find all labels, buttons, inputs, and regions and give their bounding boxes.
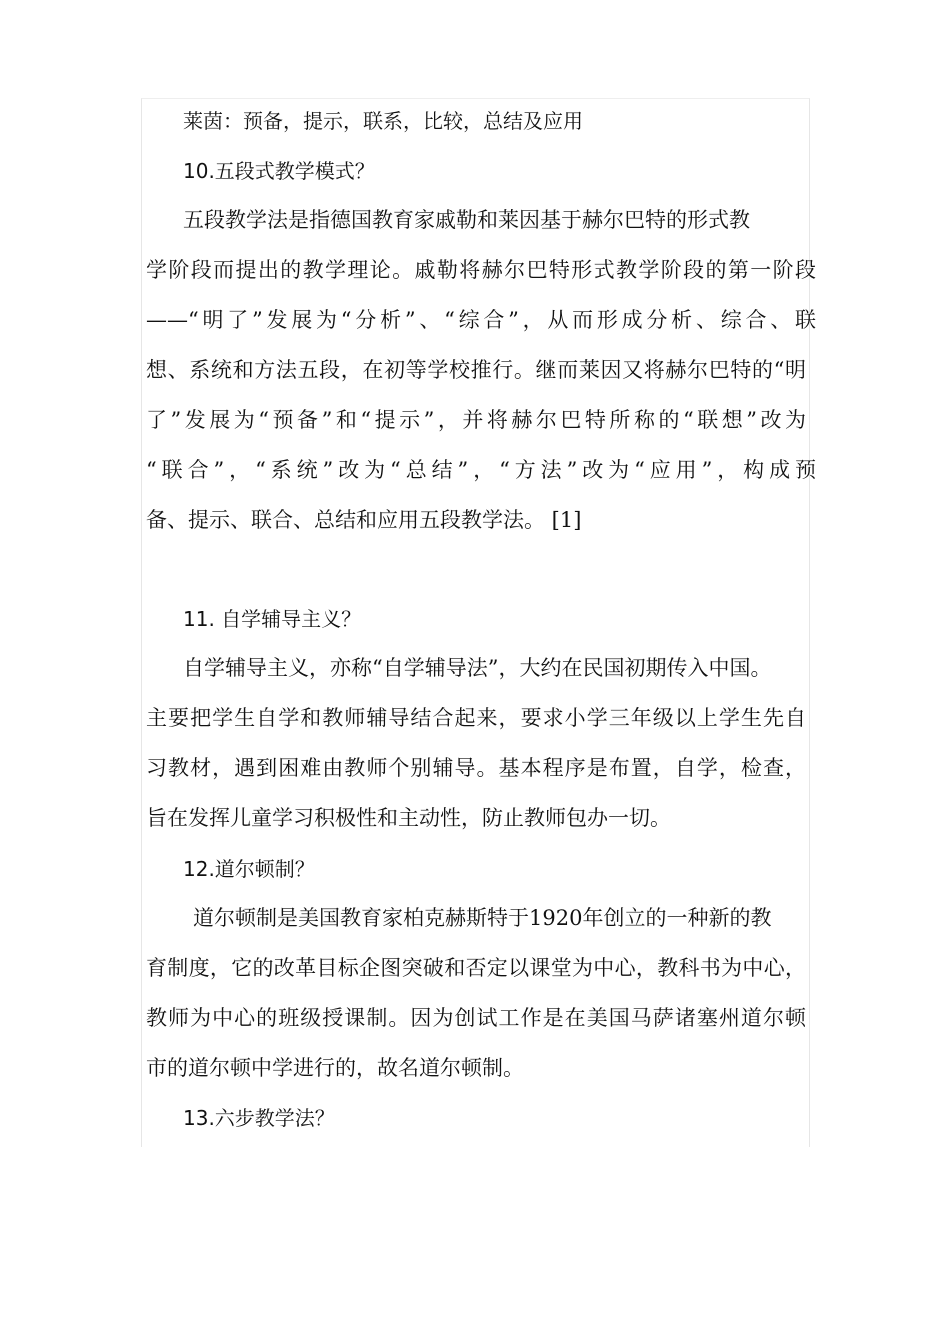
paragraph-line: ——“明了”发展为“分析”、“综合”，从而形成分析、综合、联 <box>146 308 816 332</box>
heading-section-13: 13.六步教学法？ <box>183 1106 335 1130</box>
paragraph-line: 自学辅导主义，亦称“自学辅导法”，大约在民国初期传入中国。 <box>183 656 772 680</box>
paragraph-line: 学阶段而提出的教学理论。戚勒将赫尔巴特形式教学阶段的第一阶段 <box>146 258 816 282</box>
heading-section-10: 10.五段式教学模式？ <box>183 159 375 183</box>
paragraph-line: 市的道尔顿中学进行的，故名道尔顿制。 <box>146 1056 524 1080</box>
paragraph-line: 育制度，它的改革目标企图突破和否定以课堂为中心，教科书为中心， <box>146 956 806 980</box>
paragraph-line: 想、系统和方法五段，在初等学校推行。继而莱因又将赫尔巴特的“明 <box>146 358 806 382</box>
answer-line-rein: 莱茵：预备，提示，联系，比较，总结及应用 <box>183 109 583 133</box>
paragraph-line: 了”发展为“预备”和“提示”，并将赫尔巴特所称的“联想”改为 <box>146 408 806 432</box>
paragraph-line: 习教材，遇到困难由教师个别辅导。基本程序是布置，自学，检查， <box>146 756 806 780</box>
paragraph-line: 五段教学法是指德国教育家戚勒和莱因基于赫尔巴特的形式教 <box>183 208 750 232</box>
paragraph-line: “联合”，“系统”改为“总结”，“方法”改为“应用”，构成预 <box>146 458 816 482</box>
heading-section-11: 11. 自学辅导主义？ <box>183 607 362 631</box>
paragraph-line: 主要把学生自学和教师辅导结合起来，要求小学三年级以上学生先自 <box>146 706 806 730</box>
paragraph-line: 教师为中心的班级授课制。因为创试工作是在美国马萨诸塞州道尔顿 <box>146 1006 806 1030</box>
paragraph-line: 旨在发挥儿童学习积极性和主动性，防止教师包办一切。 <box>146 806 671 830</box>
paragraph-line: 备、提示、联合、总结和应用五段教学法。 [1] <box>146 508 582 532</box>
heading-section-12: 12.道尔顿制？ <box>183 857 315 881</box>
paragraph-line: 道尔顿制是美国教育家柏克赫斯特于1920年创立的一种新的教 <box>193 906 772 930</box>
